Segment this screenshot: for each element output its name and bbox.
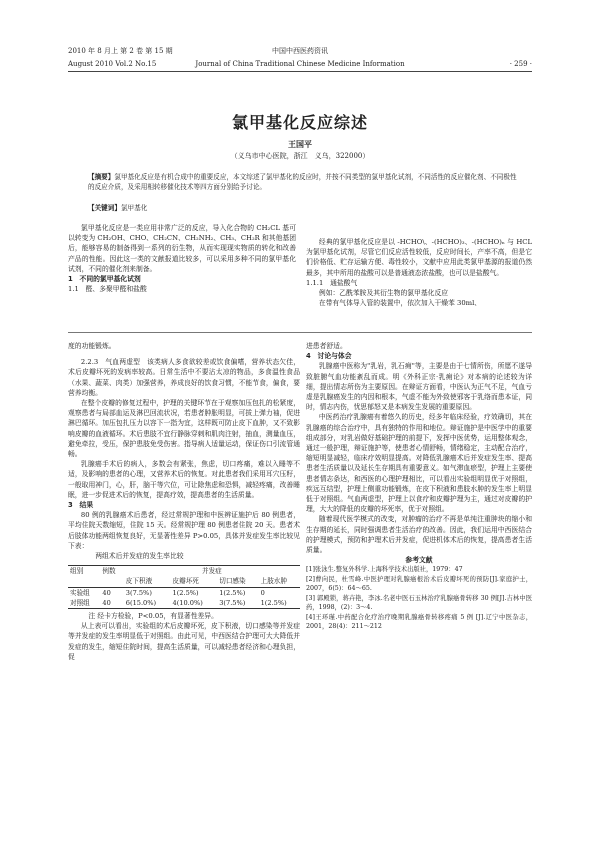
- section-3-heading: 3 结果: [68, 501, 94, 510]
- header-rule: [68, 71, 532, 72]
- abstract-text: 氯甲基化反应是有机合成中的重要反应，本文综述了氯甲基化的反应时，并按不同类型的氯甲基化试剂，不同活性的反应催化剂、不同极性的反应介质，及采用相转移催化技术等四方面分别给予讨论。: [88, 173, 517, 191]
- table-head-group: 组别: [70, 567, 84, 576]
- intro-paragraph: 氯甲基化反应是一类应用非常广泛的反应，导入化合物的 CH₂CL 基可以转变为 CH₂OH、CHO、CH₂CN、CH₂NH₂、CH₃、CH₂R 和其他基团后，能够容易的制备得到一系列的衍生物，从而实现现实物质的转化和改善产品的性能。因此这一类的文献报道比较多，可以采用多种不同的氯甲基化试剂，不同的催化剂来制备。: [68, 224, 296, 273]
- table-cell: 1(2.5%): [219, 588, 246, 597]
- table-subhead: 皮下积液: [125, 577, 153, 586]
- abstract-label: 【摘要】: [88, 173, 115, 181]
- references-list: [306, 565, 532, 631]
- table-cell: 4(10.0%): [172, 598, 203, 607]
- lower-left-column: [68, 341, 300, 662]
- table-cell: 1(2.5%): [172, 588, 199, 597]
- section-4-heading: 4 讨论与体会: [306, 352, 352, 361]
- discussion-paragraph-1: 乳腺癌中医称为"乳岩，乳石痈"等，主要是由于七情所伤，所愿不遂导致脏腑气血功能紊乱而成。明《外科正宗·乳痈论》对本病的论述较为详细，提出情志所伤为主要原因。在辩证方面看，中医认为正气不足，气血亏虚是乳腺癌发生的内因和根本，气虚不能为外致使邪客于乳络而患本证，同时，情志内伤，忧思郁怒又是本病发生发展的重要原因。: [306, 362, 532, 412]
- section-divider: [68, 332, 532, 333]
- table-subheader-row: [68, 576, 300, 587]
- table-header-row: [68, 566, 300, 577]
- lower-right-column: [306, 341, 532, 631]
- table-cell: 40: [102, 588, 111, 597]
- keywords: [88, 202, 518, 212]
- table-head-complications: 并发症: [202, 567, 222, 576]
- journal-name-en: Journal of China Traditional Chinese Medicine Information: [195, 60, 405, 68]
- table-cell: 实验组: [70, 588, 90, 597]
- author-affiliation: （义乌市中心医院，浙江 义乌，322000）: [230, 152, 370, 160]
- article-author: 王国平: [288, 139, 312, 149]
- discussion-paragraph-2: 中医药治疗乳腺癌有着悠久的历史，经多年临床经验，疗效确切，其在乳腺癌的综合治疗中，具有独特的作用和地位。辩证施护是中医学中的重要组成部分，对乳岩做好基础护理的前提下，发挥中医优势，运用整体观念，通过一般护理，辩证施护等，使患者心情舒畅，情绪稳定，主动配合治疗，缩短明显减轻，临床疗效明显提高。对降低乳腺癌术后并发症发生率、提高患者生活质量以及延长生存期具有重要意义。如气滞血瘀型，护理上主要使患者情志条达，和西医的心理护理相比，可以看出实验组明显优于对照组，疾远互结型，护理上侧重功能锻炼，在皮下积液和患肢水肿的发生率上明显低于对照组。气血两虚型，护理上以食疗和皮瓣护理为主，通过对皮瓣的护理，大大的降低的皮瓣的坏死率，优于对照组。: [306, 413, 532, 514]
- upper-left-column: [68, 223, 296, 294]
- discussion-paragraph-3: 随着现代医学模式的改变，对肿瘤的治疗不再是单纯注重肿块的缩小和生存期的延长，同时强调患者生活治疗的改善。因此，我们运用中西医结合的护理模式，预防和护理术后并发症，促进机体术后的恢复，提高患者生活质量。: [306, 515, 532, 555]
- table-cell: 40: [102, 598, 111, 607]
- reference-item: [4]王环瑾.中药配合化疗治疗晚期乳腺癌骨转移疼痛 5 例 [J].辽宁中医杂志，2001，28(4)：211～212: [306, 613, 532, 630]
- reference-item: [2]曹向民，杜雪峰.中医护理对乳腺癌根治术后皮瓣坏死的预防[J].家庭护士，2007，6(5)：64～65.: [306, 575, 532, 593]
- table-subhead: 皮瓣坏死: [172, 577, 199, 586]
- table-subhead: 切口感染: [219, 577, 246, 586]
- journal-name-cn: 中国中西医药资讯: [272, 47, 328, 55]
- table-cell: 1(2.5%): [260, 598, 287, 607]
- page-number: · 259 ·: [509, 60, 532, 68]
- psychology-paragraph: 乳腺癌手术后的病人，多数会有紧张，焦虑，切口疼痛，难以入睡等不适，及影响的患者的心理，又营养术后的恢复。对此患者我们采用耳穴压籽，一般取用神门，心，肝，脑干等穴位，可让除焦虑和恐惧，减轻疼痛，改善睡眠，进一步促进术后的恢复，提高疗效，提高患者的生活质量。: [68, 460, 300, 499]
- continued-text: 进患者舒适。: [306, 342, 347, 350]
- procedure-line: 在带有气体导入管的装置中，依次加入干燥苯 30ml、: [318, 299, 482, 308]
- table-cell: 0: [260, 588, 265, 597]
- table-cell: 3(7.5%): [219, 598, 246, 607]
- table-subhead: 上肢水肿: [260, 577, 287, 586]
- references-title: 参考文献: [405, 556, 433, 565]
- table-cell: 对照组: [70, 598, 90, 607]
- classic-reaction-paragraph: 经典的氯甲基化反应是以 -HCHO\、-(HCHO)₃、-(HCHO)ₙ 与 HCL 为氯甲基化试剂，尽管它们反应活性较低，反应时间长，产率不高，但是它们价格低、贮存运输方便、毒性较小，文献中应用此类氯甲基源的报道仍然最多，其中所用的盐酸可以是普通液态浓盐酸，也可以是盐酸气。: [306, 238, 532, 277]
- section-1-1-heading: 1.1 醛、多聚甲醛和盐酸: [68, 285, 147, 294]
- continued-text: 度的功能锻炼。: [68, 342, 116, 350]
- journal-issue-en: August 2010 Vol.2 No.15: [68, 60, 157, 68]
- article-title: 氯甲基化反应综述: [231, 113, 368, 132]
- section-1-1-1-heading: 1.1.1 通盐酸气: [306, 278, 358, 287]
- reference-item: [3] 郭殿锁，蒋卉艳，李冰.名老中医石玉林治疗乳腺癌骨转移 30 例[J].吉林中医药，1998，(2)：3～4.: [306, 594, 532, 612]
- nursing-paragraph: 在整个皮瓣的修复过程中，护理的关键环节在于观察加压包扎的松紧度，观察患者与局部血运及淋巴回流状况，若患者肿胀明显，可拔上弹力袖，促进淋巴循环。加压包扎压力以容下一指为宜，这样既可防止皮下血肿，又不致影响皮瓣的血液循环。术后患肢不宜行静脉穿刺和肌肉注射，抽血，测量血压，避免牵拉，受压，保护患肢免受伤害。指导病人适量运动，保证伤口引流管通畅。: [68, 399, 300, 459]
- table-head-cases: 例数: [102, 567, 116, 576]
- journal-issue-cn: 2010 年 8 月上 第 2 卷 第 15 期: [68, 47, 173, 55]
- table-caption: 两组术后并发症的发生率比较: [95, 552, 184, 561]
- table-note: 注 经卡方检验，P<0.05，有显著性差异。: [88, 612, 218, 621]
- complications-table: [68, 565, 300, 609]
- section-1-heading: 1 不同的氯甲基化试剂: [68, 275, 141, 284]
- results-paragraph: 80 例的乳腺癌术后患者，经过常规护理和中医辨证施护后 80 例患者，平均住院天数缩短，住院 15 天。经常规护理 80 例患者住院 20 天。患者术后肢体功能两组恢复良好，无显著性差异 P>0.05，具体并发症发生率比较见下表：: [68, 511, 300, 550]
- table-cell: 6(15.0%): [125, 598, 157, 607]
- upper-right-column: [306, 237, 532, 308]
- table-cell: 3(7.5%): [125, 588, 152, 597]
- keywords-label: 【关键词】: [88, 204, 121, 212]
- example-line: 例如：乙酰苯胺及其衍生物的氯甲基化反应: [318, 289, 449, 298]
- conclusion-paragraph: 从上表可以看出，实验组的术后皮瓣坏死，皮下积液，切口感染等并发症等并发症的发生率明显低于对照组。由此可见，中西医结合护理可大大降低并发症的发生，缩短住院时间，提高生活质量，可以减轻患者经济和心理负担，促: [68, 622, 300, 661]
- abstract: [88, 173, 518, 192]
- reference-item: [1]张泳生.整复外科学.上海科学技术出版社，1979：47: [306, 566, 463, 574]
- section-2-2-3-paragraph: 2.2.3 气血两虚型 该类病人多食欲较差或饮食偏嗜，营养状态欠佳，术后皮瓣坏死的发病率较高。日常生活中不要沾太凉的物品，多食温性食品（水果、蔬菜、肉类）加强营养，养成良好的饮食习惯，不能节食，偏食，要营养均衡。: [68, 358, 300, 397]
- table-row: [68, 587, 300, 598]
- keywords-text: 氯甲基化: [120, 204, 148, 212]
- table-row: [68, 598, 300, 609]
